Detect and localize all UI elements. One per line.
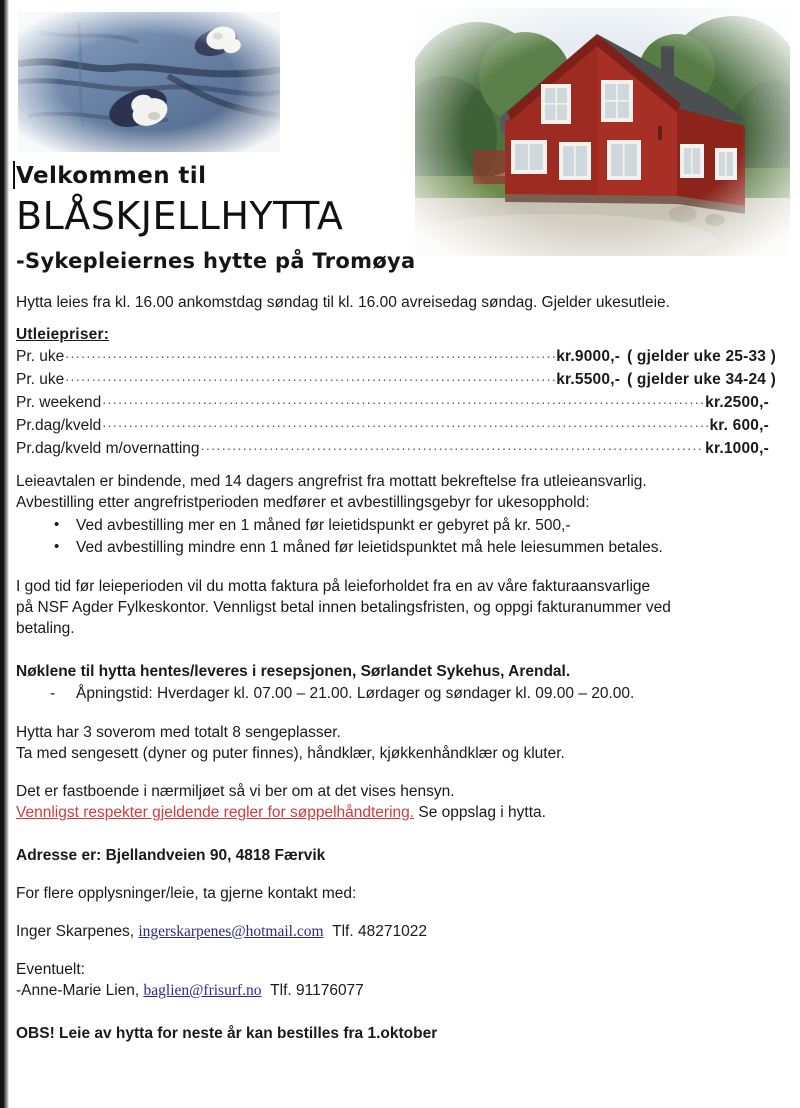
price-label: Pr. uke — [16, 371, 65, 388]
red-cabin-photo — [415, 8, 790, 256]
contact-intro: For flere opplysninger/leie, ta gjerne kontakt med: — [16, 885, 357, 902]
price-amount: kr.1000,- — [705, 440, 769, 457]
price-row — [16, 414, 776, 437]
address-line: Adresse er: Bjellandveien 90, 4818 Færvik — [16, 847, 326, 864]
price-label: Pr. uke — [16, 348, 65, 365]
email-link-primary[interactable]: ingerskarpenes@hotmail.com — [138, 923, 324, 940]
cancellation-bullet-list — [16, 515, 776, 559]
price-row — [16, 345, 776, 368]
price-label: Pr.dag/kveld m/overnatting — [16, 440, 200, 457]
keys-heading: Nøklene til hytta hentes/leveres i resepsjonen, Sørlandet Sykehus, Arendal. — [16, 663, 571, 680]
opening-hours-list — [16, 683, 776, 705]
facilities-line-1: Hytta har 3 soverom med totalt 8 sengeplasser. — [16, 724, 341, 741]
price-amount: kr.5500,- — [556, 371, 621, 388]
contact-primary — [16, 921, 776, 942]
waste-warning-line — [16, 802, 776, 823]
list-item: • Ved avbestilling mindre enn 1 måned før leietidspunktet må hele leiesummen betales. — [76, 537, 776, 559]
blue-mussels-photo — [18, 12, 280, 152]
price-note: ( gjelder uke 34-24 ) — [627, 371, 776, 388]
price-label: Pr.dag/kveld — [16, 417, 102, 434]
email-link-secondary[interactable]: baglien@frisurf.no — [143, 982, 262, 999]
price-amount: kr. 600,- — [709, 417, 769, 434]
price-amount: kr.2500,- — [705, 394, 769, 411]
price-row — [16, 391, 776, 414]
prices-heading: Utleiepriser: — [16, 326, 110, 343]
dot-leader — [65, 368, 555, 391]
waste-warning-tail: Se oppslag i hytta. — [414, 804, 546, 821]
page-title: BLÅSKJELLHYTTA — [16, 194, 344, 238]
contact-secondary-phone: Tlf. 91176077 — [270, 982, 364, 999]
price-amount: kr.9000,- — [556, 348, 621, 365]
invoice-line-2: på NSF Agder Fylkeskontor. Vennligst betal innen betalingsfristen, og oppgi fakturanummer ved — [16, 599, 671, 616]
price-note: ( gjelder uke 25-33 ) — [627, 348, 776, 365]
dot-leader — [102, 391, 704, 414]
invoice-line-3: betaling. — [16, 620, 75, 637]
cancellation-line-1: Leieavtalen er bindende, med 14 dagers angrefrist fra mottatt bekreftelse fra utleieansvarlig. — [16, 473, 647, 490]
scan-black-edge — [0, 0, 4, 1108]
welcome-heading: Velkommen til — [16, 163, 207, 189]
price-label: Pr. weekend — [16, 394, 102, 411]
dot-leader — [102, 414, 708, 437]
list-item: • Ved avbestilling mer en 1 måned før leietidspunkt er gebyret på kr. 500,- — [76, 515, 776, 537]
contact-alt-label: Eventuelt: — [16, 961, 85, 978]
facilities-line-2: Ta med sengesett (dyner og puter finnes), håndklær, kjøkkenhåndklær og kluter. — [16, 745, 565, 762]
notice-line: OBS! Leie av hytta for neste år kan bestilles fra 1.oktober — [16, 1025, 438, 1042]
dot-leader — [65, 345, 555, 368]
dot-leader — [201, 437, 705, 460]
contact-secondary-name: -Anne-Marie Lien, — [16, 982, 140, 999]
cancellation-line-2: Avbestilling etter angrefristperioden medfører et avbestillingsgebyr for ukesopphold: — [16, 494, 590, 511]
waste-warning-text: Vennligst respekter gjeldende regler for søppelhåndtering. — [16, 804, 415, 821]
list-item: - Åpningstid: Hverdager kl. 07.00 – 21.00. Lørdager og søndager kl. 09.00 – 20.00. — [76, 683, 776, 705]
price-row — [16, 437, 776, 460]
neighbors-line: Det er fastboende i nærmiljøet så vi ber om at det vises hensyn. — [16, 783, 455, 800]
invoice-line-1: I god tid før leieperioden vil du motta faktura på leieforholdet fra en av våre fakturaansvarlige — [16, 578, 651, 595]
contact-primary-phone: Tlf. 48271022 — [332, 923, 427, 940]
rental-terms-line: Hytta leies fra kl. 16.00 ankomstdag søndag til kl. 16.00 avreisedag søndag. Gjelder ukesutleie. — [16, 294, 670, 311]
page-subtitle: -Sykepleiernes hytte på Tromøya — [16, 249, 416, 273]
contact-primary-name: Inger Skarpenes, — [16, 923, 135, 940]
price-row — [16, 368, 776, 391]
document-body — [16, 292, 776, 1044]
contact-secondary — [16, 980, 776, 1001]
